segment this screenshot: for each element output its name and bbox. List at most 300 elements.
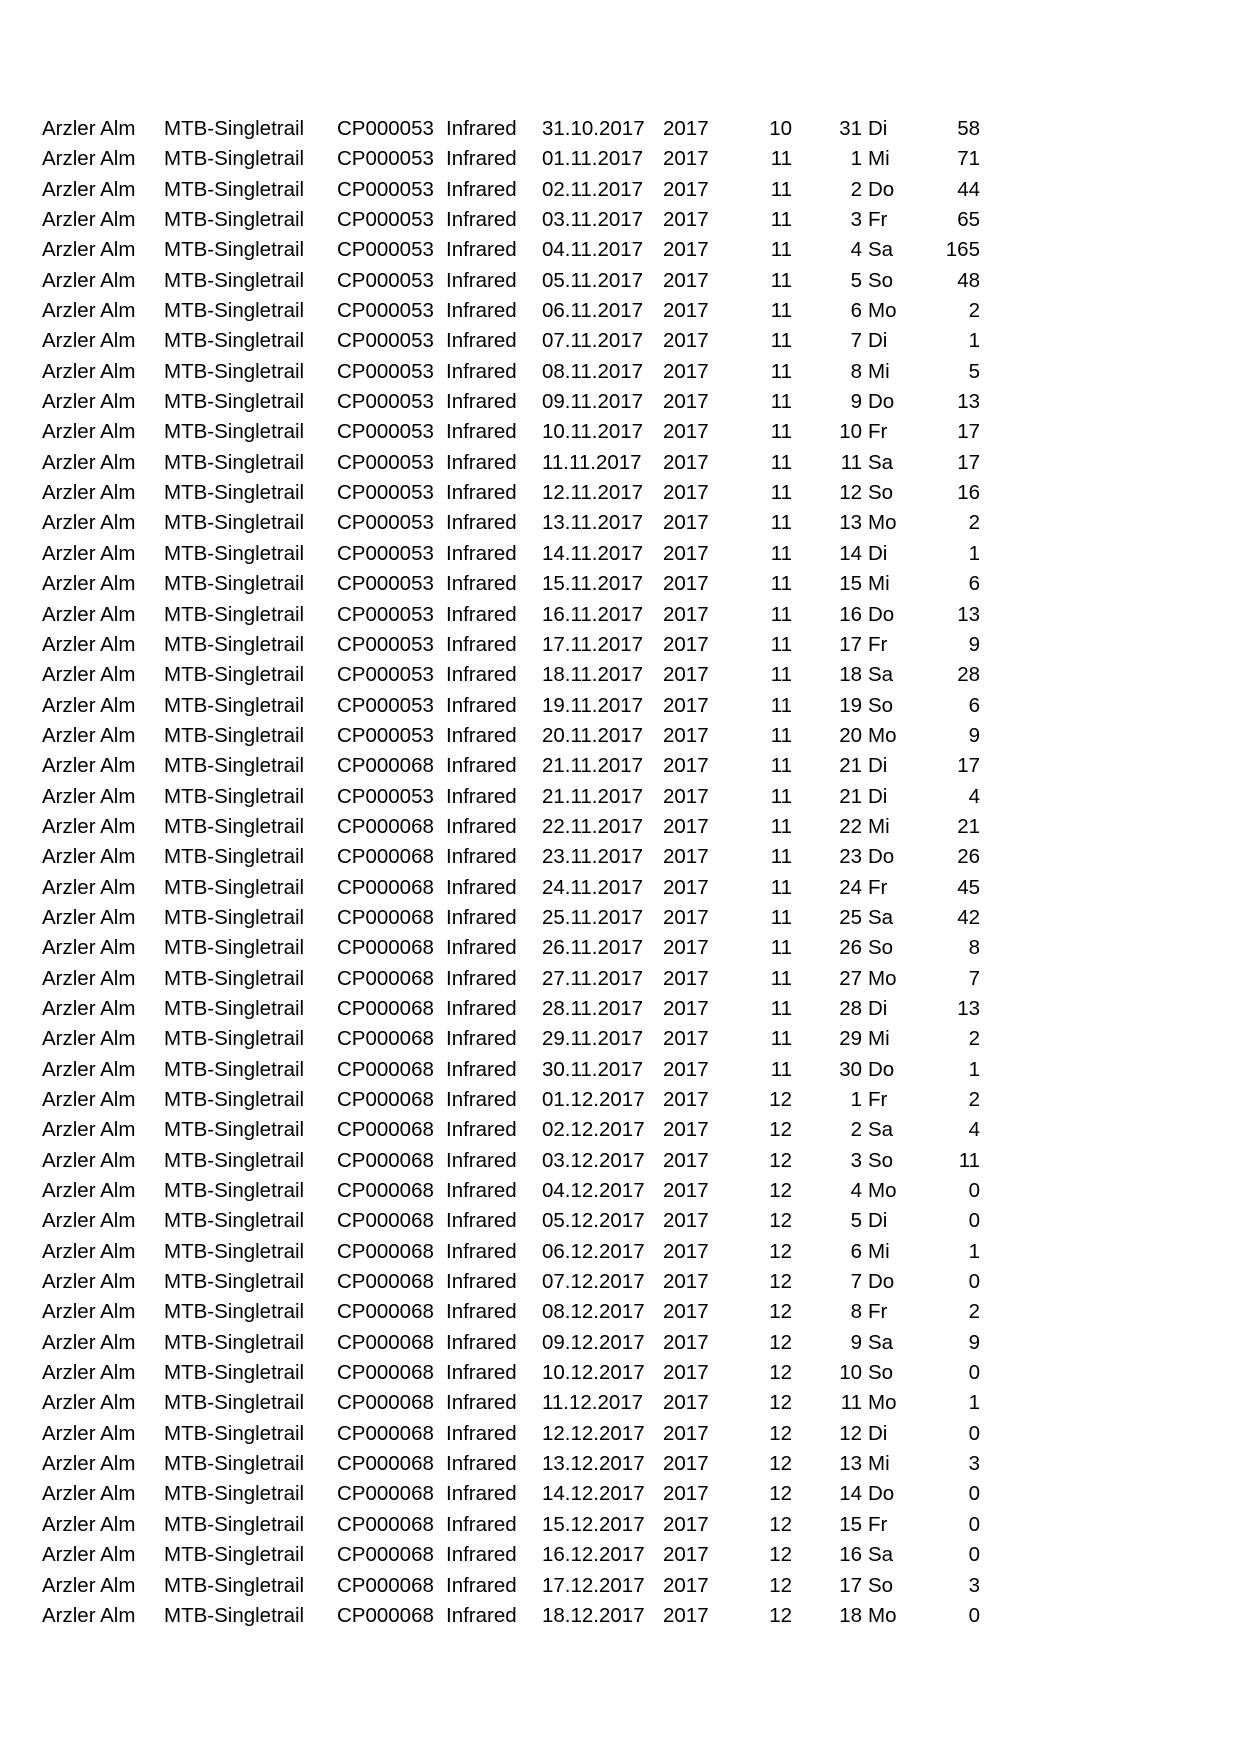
counter-id-cell: CP000053 bbox=[337, 329, 434, 353]
sensor-type-cell: Infrared bbox=[446, 1391, 517, 1415]
table-row bbox=[42, 812, 1002, 842]
weekday-cell: Do bbox=[868, 1057, 895, 1081]
counter-id-cell: CP000068 bbox=[337, 1057, 434, 1081]
month-cell: 11 bbox=[770, 784, 792, 808]
sensor-type-cell: Infrared bbox=[446, 572, 517, 596]
table-row bbox=[42, 842, 1002, 872]
count-cell: 5 bbox=[968, 359, 980, 383]
counter-id-cell: CP000068 bbox=[337, 1027, 434, 1051]
month-cell: 12 bbox=[769, 1482, 792, 1506]
trail-cell: MTB-Singletrail bbox=[164, 1573, 305, 1597]
day-cell: 14 bbox=[839, 1482, 862, 1506]
count-cell: 17 bbox=[957, 754, 980, 778]
year-cell: 2017 bbox=[663, 1027, 709, 1051]
counter-id-cell: CP000068 bbox=[337, 1421, 434, 1445]
counter-id-cell: CP000053 bbox=[337, 238, 434, 262]
count-cell: 0 bbox=[968, 1209, 980, 1233]
trail-cell: MTB-Singletrail bbox=[164, 784, 305, 808]
date-cell: 10.11.2017 bbox=[542, 420, 644, 444]
counter-id-cell: CP000053 bbox=[337, 572, 434, 596]
count-cell: 0 bbox=[968, 1543, 980, 1567]
table-row bbox=[42, 508, 1002, 538]
sensor-type-cell: Infrared bbox=[446, 1088, 517, 1111]
sensor-type-cell: Infrared bbox=[446, 147, 517, 171]
location-cell: Arzler Alm bbox=[42, 905, 136, 929]
counter-id-cell: CP000068 bbox=[337, 1512, 434, 1536]
location-cell: Arzler Alm bbox=[42, 359, 136, 383]
count-cell: 1 bbox=[968, 1057, 980, 1081]
date-cell: 15.11.2017 bbox=[542, 572, 644, 596]
year-cell: 2017 bbox=[663, 1057, 709, 1081]
year-cell: 2017 bbox=[663, 177, 709, 201]
weekday-cell: Do bbox=[868, 845, 895, 869]
sensor-type-cell: Infrared bbox=[446, 177, 517, 201]
table-row bbox=[42, 296, 1002, 326]
weekday-cell: Di bbox=[868, 329, 888, 353]
month-cell: 11 bbox=[770, 481, 792, 505]
sensor-type-cell: Infrared bbox=[446, 390, 517, 414]
day-cell: 3 bbox=[850, 1148, 862, 1172]
location-cell: Arzler Alm bbox=[42, 1512, 136, 1536]
sensor-type-cell: Infrared bbox=[446, 1330, 517, 1354]
month-cell: 11 bbox=[770, 996, 792, 1020]
location-cell: Arzler Alm bbox=[42, 481, 136, 505]
table-row bbox=[42, 1085, 1002, 1115]
date-cell: 29.11.2017 bbox=[542, 1027, 644, 1051]
count-cell: 9 bbox=[968, 1330, 980, 1354]
count-cell: 7 bbox=[968, 966, 980, 990]
weekday-cell: Fr bbox=[868, 1088, 888, 1111]
weekday-cell: Sa bbox=[868, 1330, 894, 1354]
table-row bbox=[42, 478, 1002, 508]
table-row bbox=[42, 205, 1002, 235]
day-cell: 22 bbox=[839, 814, 862, 838]
day-cell: 12 bbox=[839, 1421, 862, 1445]
trail-cell: MTB-Singletrail bbox=[164, 1543, 305, 1567]
counter-id-cell: CP000068 bbox=[337, 966, 434, 990]
sensor-type-cell: Infrared bbox=[446, 1603, 517, 1627]
location-cell: Arzler Alm bbox=[42, 1300, 136, 1324]
year-cell: 2017 bbox=[663, 329, 709, 353]
count-cell: 17 bbox=[957, 420, 980, 444]
year-cell: 2017 bbox=[663, 1148, 709, 1172]
location-cell: Arzler Alm bbox=[42, 238, 136, 262]
day-cell: 14 bbox=[839, 541, 862, 565]
weekday-cell: Mo bbox=[868, 723, 897, 747]
weekday-cell: Do bbox=[868, 177, 895, 201]
day-cell: 28 bbox=[839, 996, 862, 1020]
trail-cell: MTB-Singletrail bbox=[164, 663, 305, 687]
trail-cell: MTB-Singletrail bbox=[164, 754, 305, 778]
sensor-type-cell: Infrared bbox=[446, 511, 517, 535]
weekday-cell: Do bbox=[868, 390, 895, 414]
sensor-type-cell: Infrared bbox=[446, 754, 517, 778]
weekday-cell: Fr bbox=[868, 1300, 888, 1324]
counter-id-cell: CP000068 bbox=[337, 1482, 434, 1506]
weekday-cell: Di bbox=[868, 541, 888, 565]
count-cell: 0 bbox=[968, 1512, 980, 1536]
counter-id-cell: CP000068 bbox=[337, 1452, 434, 1476]
location-cell: Arzler Alm bbox=[42, 1148, 136, 1172]
location-cell: Arzler Alm bbox=[42, 784, 136, 808]
year-cell: 2017 bbox=[663, 450, 709, 474]
location-cell: Arzler Alm bbox=[42, 1421, 136, 1445]
date-cell: 05.12.2017 bbox=[542, 1209, 645, 1233]
date-cell: 10.12.2017 bbox=[542, 1361, 645, 1385]
weekday-cell: Fr bbox=[868, 1512, 888, 1536]
location-cell: Arzler Alm bbox=[42, 147, 136, 171]
date-cell: 17.11.2017 bbox=[542, 632, 644, 656]
table-row bbox=[42, 1267, 1002, 1297]
location-cell: Arzler Alm bbox=[42, 602, 136, 626]
date-cell: 15.12.2017 bbox=[542, 1512, 645, 1536]
location-cell: Arzler Alm bbox=[42, 1239, 136, 1263]
weekday-cell: Sa bbox=[868, 663, 894, 687]
location-cell: Arzler Alm bbox=[42, 996, 136, 1020]
day-cell: 26 bbox=[839, 936, 862, 960]
table-row bbox=[42, 1510, 1002, 1540]
trail-cell: MTB-Singletrail bbox=[164, 1512, 305, 1536]
counter-id-cell: CP000053 bbox=[337, 784, 434, 808]
sensor-type-cell: Infrared bbox=[446, 996, 517, 1020]
year-cell: 2017 bbox=[663, 784, 709, 808]
table-row bbox=[42, 357, 1002, 387]
month-cell: 11 bbox=[770, 1027, 792, 1051]
day-cell: 7 bbox=[850, 329, 862, 353]
count-cell: 3 bbox=[968, 1573, 980, 1597]
date-cell: 18.12.2017 bbox=[542, 1603, 645, 1627]
year-cell: 2017 bbox=[663, 936, 709, 960]
location-cell: Arzler Alm bbox=[42, 693, 136, 717]
month-cell: 11 bbox=[770, 754, 792, 778]
date-cell: 21.11.2017 bbox=[542, 784, 644, 808]
year-cell: 2017 bbox=[663, 966, 709, 990]
location-cell: Arzler Alm bbox=[42, 966, 136, 990]
weekday-cell: Fr bbox=[868, 632, 888, 656]
sensor-type-cell: Infrared bbox=[446, 208, 517, 232]
month-cell: 12 bbox=[769, 1239, 792, 1263]
count-cell: 45 bbox=[957, 875, 980, 899]
month-cell: 11 bbox=[770, 572, 792, 596]
month-cell: 12 bbox=[769, 1148, 792, 1172]
trail-cell: MTB-Singletrail bbox=[164, 632, 305, 656]
month-cell: 11 bbox=[770, 966, 792, 990]
sensor-type-cell: Infrared bbox=[446, 1482, 517, 1506]
table-row bbox=[42, 326, 1002, 356]
table-row bbox=[42, 994, 1002, 1024]
date-cell: 26.11.2017 bbox=[542, 936, 644, 960]
trail-cell: MTB-Singletrail bbox=[164, 1300, 305, 1324]
day-cell: 5 bbox=[850, 268, 862, 292]
year-cell: 2017 bbox=[663, 147, 709, 171]
day-cell: 24 bbox=[839, 875, 862, 899]
location-cell: Arzler Alm bbox=[42, 1270, 136, 1294]
count-cell: 44 bbox=[957, 177, 980, 201]
location-cell: Arzler Alm bbox=[42, 1452, 136, 1476]
month-cell: 12 bbox=[769, 1543, 792, 1567]
count-cell: 4 bbox=[968, 784, 980, 808]
trail-cell: MTB-Singletrail bbox=[164, 541, 305, 565]
day-cell: 10 bbox=[839, 1361, 862, 1385]
weekday-cell: Fr bbox=[868, 420, 888, 444]
day-cell: 18 bbox=[839, 1603, 862, 1627]
day-cell: 29 bbox=[839, 1027, 862, 1051]
counter-id-cell: CP000053 bbox=[337, 693, 434, 717]
month-cell: 11 bbox=[770, 238, 792, 262]
trail-cell: MTB-Singletrail bbox=[164, 1603, 305, 1627]
location-cell: Arzler Alm bbox=[42, 1057, 136, 1081]
sensor-type-cell: Infrared bbox=[446, 693, 517, 717]
counter-id-cell: CP000068 bbox=[337, 875, 434, 899]
count-cell: 0 bbox=[968, 1603, 980, 1627]
table-row bbox=[42, 1146, 1002, 1176]
sensor-type-cell: Infrared bbox=[446, 1421, 517, 1445]
table-row bbox=[42, 1540, 1002, 1570]
year-cell: 2017 bbox=[663, 541, 709, 565]
date-cell: 11.12.2017 bbox=[542, 1391, 644, 1415]
day-cell: 2 bbox=[850, 1118, 862, 1142]
table-row bbox=[42, 175, 1002, 205]
weekday-cell: Mo bbox=[868, 511, 897, 535]
year-cell: 2017 bbox=[663, 1361, 709, 1385]
month-cell: 11 bbox=[770, 905, 792, 929]
weekday-cell: So bbox=[868, 268, 894, 292]
sensor-type-cell: Infrared bbox=[446, 875, 517, 899]
table-row bbox=[42, 782, 1002, 812]
date-cell: 21.11.2017 bbox=[542, 754, 644, 778]
day-cell: 8 bbox=[850, 1300, 862, 1324]
counter-id-cell: CP000053 bbox=[337, 420, 434, 444]
month-cell: 11 bbox=[770, 147, 792, 171]
location-cell: Arzler Alm bbox=[42, 450, 136, 474]
month-cell: 11 bbox=[770, 875, 792, 899]
location-cell: Arzler Alm bbox=[42, 754, 136, 778]
table-row bbox=[42, 417, 1002, 447]
counter-id-cell: CP000053 bbox=[337, 147, 434, 171]
table-row bbox=[42, 691, 1002, 721]
counter-id-cell: CP000053 bbox=[337, 208, 434, 232]
month-cell: 11 bbox=[770, 845, 792, 869]
year-cell: 2017 bbox=[663, 1330, 709, 1354]
date-cell: 11.11.2017 bbox=[542, 450, 642, 474]
count-cell: 65 bbox=[957, 208, 980, 232]
day-cell: 7 bbox=[850, 1270, 862, 1294]
day-cell: 17 bbox=[839, 1573, 862, 1597]
count-cell: 6 bbox=[968, 572, 980, 596]
table-row bbox=[42, 144, 1002, 174]
day-cell: 1 bbox=[850, 147, 862, 171]
year-cell: 2017 bbox=[663, 511, 709, 535]
trail-cell: MTB-Singletrail bbox=[164, 117, 305, 140]
table-row bbox=[42, 448, 1002, 478]
day-cell: 5 bbox=[850, 1209, 862, 1233]
location-cell: Arzler Alm bbox=[42, 1543, 136, 1567]
counter-id-cell: CP000068 bbox=[337, 1330, 434, 1354]
month-cell: 11 bbox=[770, 632, 792, 656]
date-cell: 19.11.2017 bbox=[542, 693, 644, 717]
month-cell: 11 bbox=[770, 936, 792, 960]
location-cell: Arzler Alm bbox=[42, 1027, 136, 1051]
weekday-cell: Mi bbox=[868, 572, 890, 596]
year-cell: 2017 bbox=[663, 1179, 709, 1203]
sensor-type-cell: Infrared bbox=[446, 299, 517, 323]
date-cell: 07.11.2017 bbox=[542, 329, 644, 353]
table-row bbox=[42, 1206, 1002, 1236]
year-cell: 2017 bbox=[663, 1088, 709, 1111]
table-row bbox=[42, 600, 1002, 630]
weekday-cell: Sa bbox=[868, 1118, 894, 1142]
count-cell: 8 bbox=[968, 936, 980, 960]
date-cell: 01.12.2017 bbox=[542, 1088, 645, 1111]
location-cell: Arzler Alm bbox=[42, 299, 136, 323]
count-cell: 13 bbox=[957, 996, 980, 1020]
month-cell: 11 bbox=[770, 329, 792, 353]
trail-cell: MTB-Singletrail bbox=[164, 1239, 305, 1263]
counter-id-cell: CP000068 bbox=[337, 1148, 434, 1172]
counter-id-cell: CP000053 bbox=[337, 450, 434, 474]
date-cell: 02.11.2017 bbox=[542, 177, 644, 201]
sensor-type-cell: Infrared bbox=[446, 541, 517, 565]
date-cell: 13.11.2017 bbox=[542, 511, 644, 535]
year-cell: 2017 bbox=[663, 845, 709, 869]
count-cell: 11 bbox=[958, 1148, 980, 1172]
sensor-type-cell: Infrared bbox=[446, 1027, 517, 1051]
date-cell: 27.11.2017 bbox=[542, 966, 644, 990]
counter-id-cell: CP000068 bbox=[337, 1361, 434, 1385]
sensor-type-cell: Infrared bbox=[446, 936, 517, 960]
location-cell: Arzler Alm bbox=[42, 1391, 136, 1415]
location-cell: Arzler Alm bbox=[42, 632, 136, 656]
date-cell: 12.11.2017 bbox=[542, 481, 644, 505]
table-row bbox=[42, 1328, 1002, 1358]
sensor-type-cell: Infrared bbox=[446, 1179, 517, 1203]
date-cell: 25.11.2017 bbox=[542, 905, 644, 929]
month-cell: 11 bbox=[770, 450, 792, 474]
day-cell: 17 bbox=[839, 632, 862, 656]
counter-id-cell: CP000068 bbox=[337, 1088, 434, 1111]
trail-cell: MTB-Singletrail bbox=[164, 1330, 305, 1354]
date-cell: 09.12.2017 bbox=[542, 1330, 645, 1354]
counter-id-cell: CP000053 bbox=[337, 481, 434, 505]
count-cell: 9 bbox=[968, 632, 980, 656]
month-cell: 11 bbox=[770, 177, 792, 201]
table-row bbox=[42, 751, 1002, 781]
day-cell: 18 bbox=[839, 663, 862, 687]
sensor-type-cell: Infrared bbox=[446, 1361, 517, 1385]
month-cell: 11 bbox=[770, 268, 792, 292]
count-cell: 1 bbox=[968, 541, 980, 565]
counter-id-cell: CP000068 bbox=[337, 996, 434, 1020]
counter-id-cell: CP000053 bbox=[337, 299, 434, 323]
sensor-type-cell: Infrared bbox=[446, 420, 517, 444]
weekday-cell: Sa bbox=[868, 238, 894, 262]
sensor-type-cell: Infrared bbox=[446, 1543, 517, 1567]
count-cell: 6 bbox=[968, 693, 980, 717]
table-row bbox=[42, 1024, 1002, 1054]
counter-id-cell: CP000068 bbox=[337, 1270, 434, 1294]
trail-cell: MTB-Singletrail bbox=[164, 1179, 305, 1203]
sensor-type-cell: Infrared bbox=[446, 450, 517, 474]
trail-cell: MTB-Singletrail bbox=[164, 511, 305, 535]
year-cell: 2017 bbox=[663, 905, 709, 929]
year-cell: 2017 bbox=[663, 1543, 709, 1567]
date-cell: 28.11.2017 bbox=[542, 996, 644, 1020]
counter-id-cell: CP000068 bbox=[337, 1573, 434, 1597]
location-cell: Arzler Alm bbox=[42, 1209, 136, 1233]
weekday-cell: So bbox=[868, 1148, 894, 1172]
count-cell: 13 bbox=[957, 390, 980, 414]
year-cell: 2017 bbox=[663, 420, 709, 444]
date-cell: 13.12.2017 bbox=[542, 1452, 645, 1476]
count-cell: 26 bbox=[957, 845, 980, 869]
counter-id-cell: CP000068 bbox=[337, 1603, 434, 1627]
counter-id-cell: CP000068 bbox=[337, 1300, 434, 1324]
counter-id-cell: CP000053 bbox=[337, 117, 434, 140]
count-cell: 17 bbox=[957, 450, 980, 474]
date-cell: 24.11.2017 bbox=[542, 875, 644, 899]
table-row bbox=[42, 1571, 1002, 1601]
trail-cell: MTB-Singletrail bbox=[164, 572, 305, 596]
month-cell: 12 bbox=[769, 1179, 792, 1203]
location-cell: Arzler Alm bbox=[42, 1573, 136, 1597]
trail-cell: MTB-Singletrail bbox=[164, 329, 305, 353]
year-cell: 2017 bbox=[663, 268, 709, 292]
weekday-cell: Di bbox=[868, 754, 888, 778]
table-row bbox=[42, 1358, 1002, 1388]
year-cell: 2017 bbox=[663, 875, 709, 899]
date-cell: 05.11.2017 bbox=[542, 268, 644, 292]
weekday-cell: Mi bbox=[868, 1027, 890, 1051]
month-cell: 12 bbox=[769, 1330, 792, 1354]
table-row bbox=[42, 114, 1002, 144]
count-cell: 0 bbox=[968, 1179, 980, 1203]
trail-cell: MTB-Singletrail bbox=[164, 450, 305, 474]
month-cell: 12 bbox=[769, 1270, 792, 1294]
count-cell: 2 bbox=[968, 299, 980, 323]
location-cell: Arzler Alm bbox=[42, 814, 136, 838]
location-cell: Arzler Alm bbox=[42, 117, 136, 140]
location-cell: Arzler Alm bbox=[42, 875, 136, 899]
location-cell: Arzler Alm bbox=[42, 1603, 136, 1627]
table-row bbox=[42, 1449, 1002, 1479]
month-cell: 12 bbox=[769, 1603, 792, 1627]
count-cell: 28 bbox=[957, 663, 980, 687]
weekday-cell: Mo bbox=[868, 1391, 897, 1415]
year-cell: 2017 bbox=[663, 602, 709, 626]
sensor-type-cell: Infrared bbox=[446, 845, 517, 869]
location-cell: Arzler Alm bbox=[42, 208, 136, 232]
location-cell: Arzler Alm bbox=[42, 1118, 136, 1142]
year-cell: 2017 bbox=[663, 1391, 709, 1415]
day-cell: 25 bbox=[839, 905, 862, 929]
trail-cell: MTB-Singletrail bbox=[164, 238, 305, 262]
weekday-cell: Sa bbox=[868, 450, 894, 474]
trail-cell: MTB-Singletrail bbox=[164, 693, 305, 717]
counter-id-cell: CP000068 bbox=[337, 1239, 434, 1263]
month-cell: 11 bbox=[770, 208, 792, 232]
month-cell: 10 bbox=[769, 117, 792, 140]
day-cell: 12 bbox=[839, 481, 862, 505]
location-cell: Arzler Alm bbox=[42, 845, 136, 869]
sensor-type-cell: Infrared bbox=[446, 632, 517, 656]
year-cell: 2017 bbox=[663, 1421, 709, 1445]
date-cell: 03.12.2017 bbox=[542, 1148, 645, 1172]
count-cell: 16 bbox=[957, 481, 980, 505]
date-cell: 04.11.2017 bbox=[542, 238, 644, 262]
counter-id-cell: CP000053 bbox=[337, 390, 434, 414]
counter-id-cell: CP000068 bbox=[337, 1209, 434, 1233]
day-cell: 15 bbox=[839, 572, 862, 596]
